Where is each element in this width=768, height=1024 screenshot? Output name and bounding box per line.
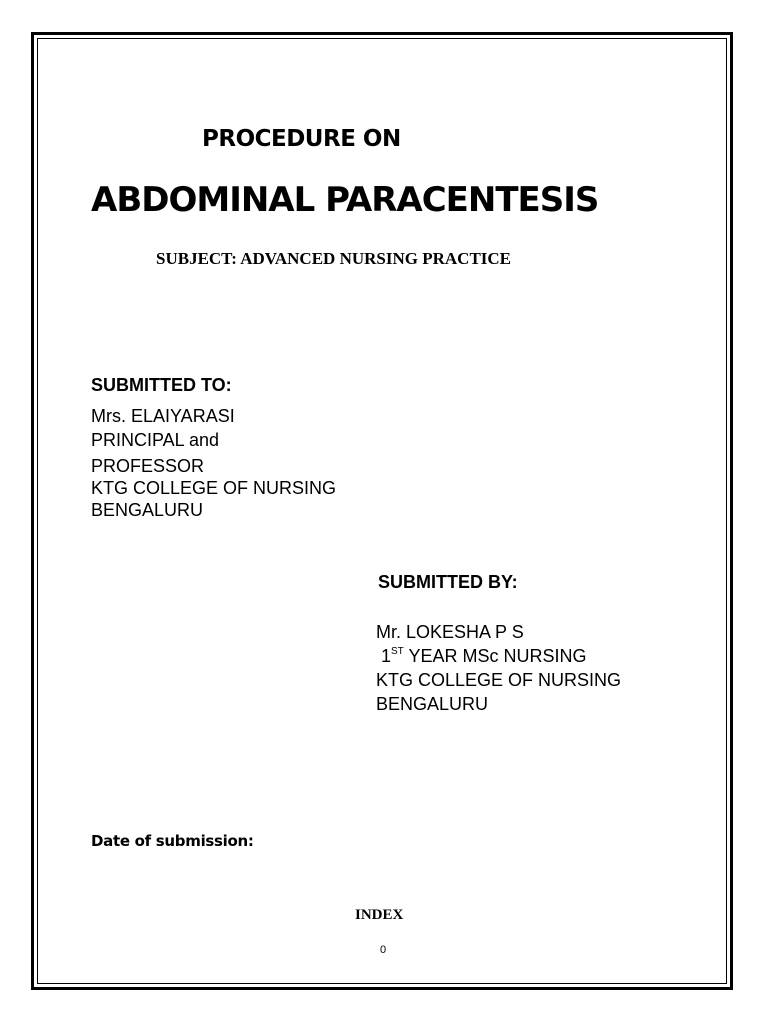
submitted-to-city: BENGALURU: [91, 500, 204, 520]
document-title: ABDOMINAL PARACENTESIS: [91, 180, 599, 220]
submitted-to-title-2: PROFESSOR: [91, 456, 205, 476]
submitted-to-heading: SUBMITTED TO:: [91, 375, 232, 395]
page-number: 0: [380, 944, 387, 956]
submitted-by-year: [376, 644, 621, 668]
submitted-to-block: [91, 404, 336, 520]
submitted-by-heading: SUBMITTED BY:: [378, 572, 518, 592]
submitted-by-college: KTG COLLEGE OF NURSING: [376, 670, 622, 690]
index-heading: INDEX: [355, 907, 404, 923]
date-of-submission-label: Date of submission:: [91, 832, 254, 850]
submitted-by-city: BENGALURU: [376, 694, 489, 714]
submitted-by-name: Mr. LOKESHA P S: [376, 622, 524, 642]
year-rest: YEAR MSc NURSING: [403, 646, 587, 666]
year-number: 1: [381, 646, 392, 666]
subject-line: SUBJECT: ADVANCED NURSING PRACTICE: [156, 249, 512, 268]
submitted-by-block: [376, 620, 621, 716]
submitted-to-title: PRINCIPAL and: [91, 430, 220, 450]
submitted-to-name: Mrs. ELAIYARASI: [91, 406, 235, 426]
title-prefix: PROCEDURE ON: [202, 126, 401, 152]
submitted-to-college: KTG COLLEGE OF NURSING: [91, 478, 337, 498]
year-superscript: ST: [391, 646, 404, 657]
